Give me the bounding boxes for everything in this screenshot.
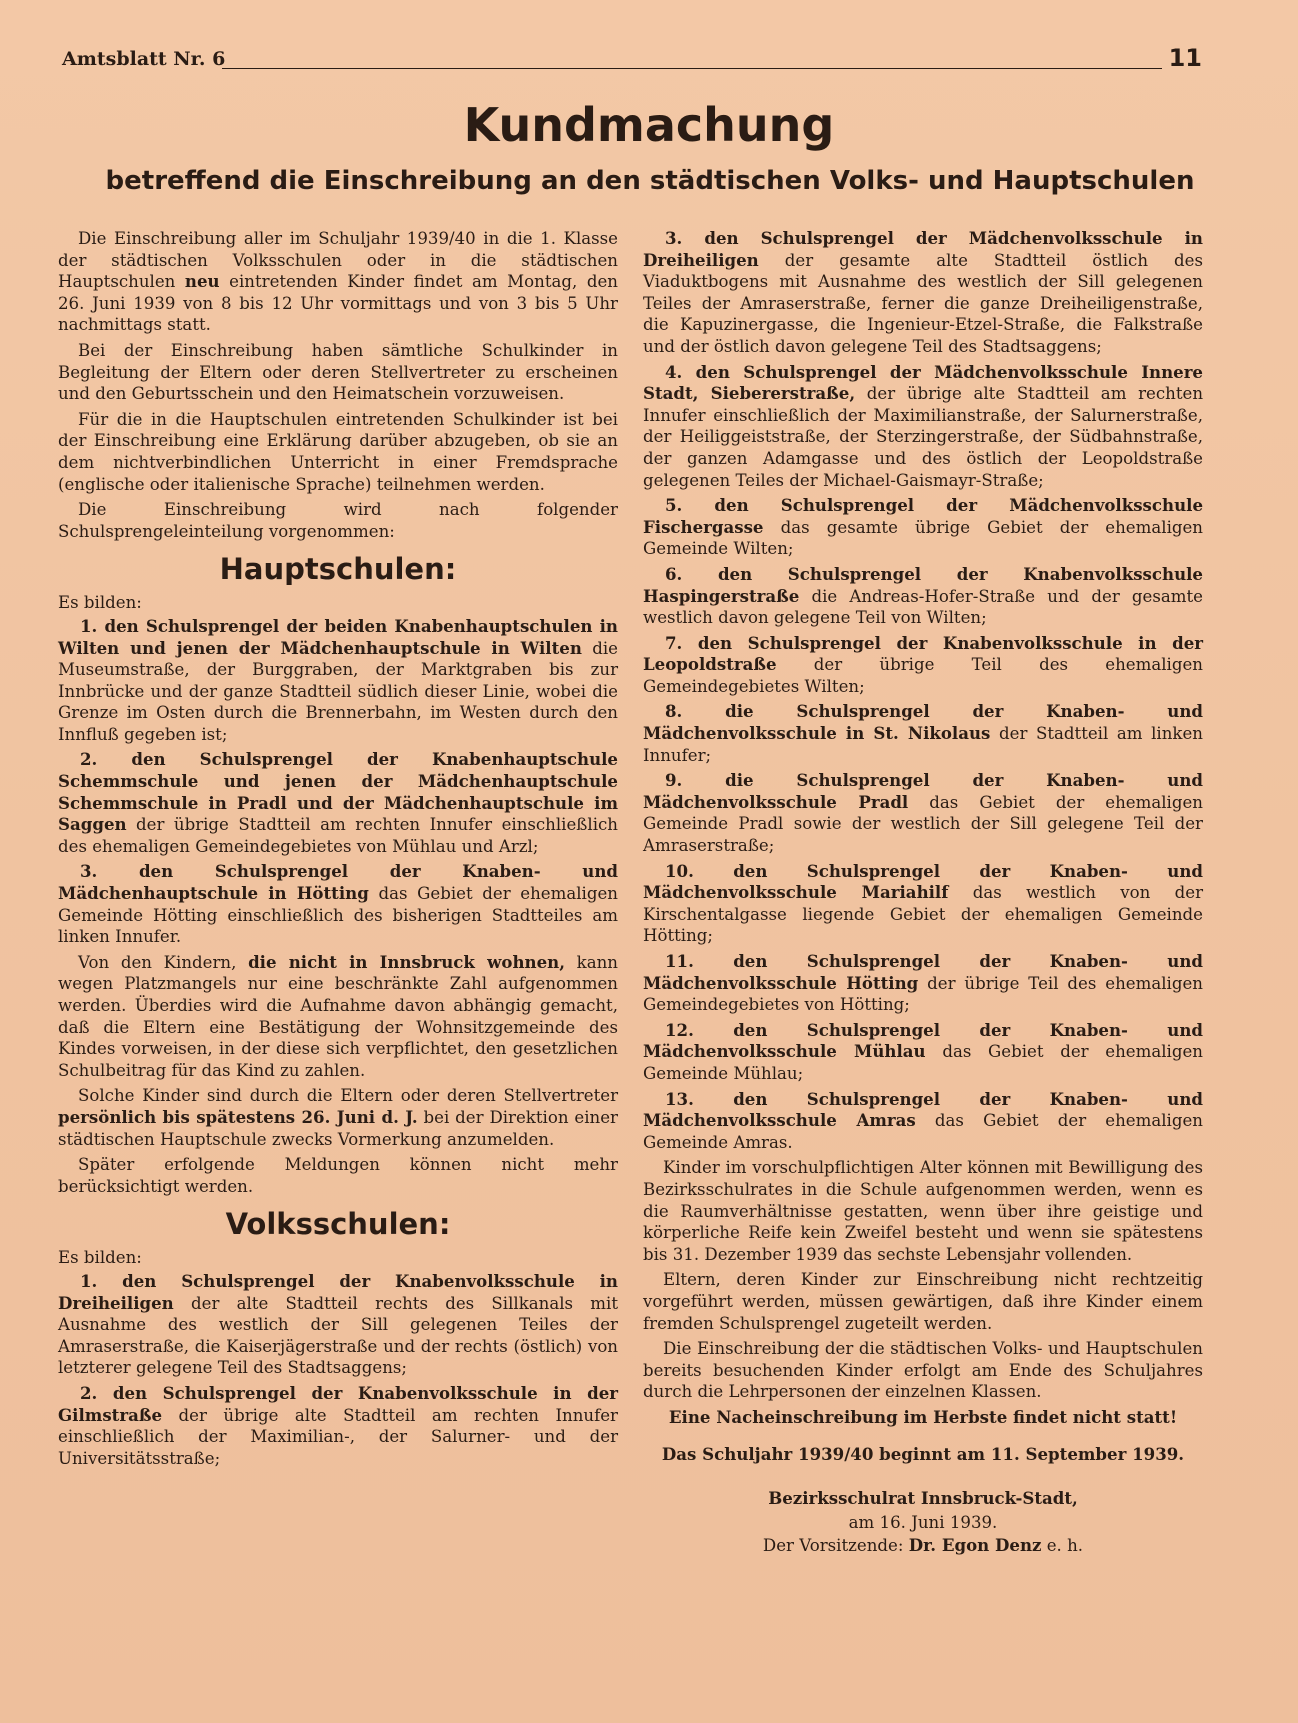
volksschule-item-2: 2. den Schulsprengel der Knabenvolksschule in der Gilmstraße der übrige alte Stadtteil am rechten Innufer einschließlich der Maximilian-, der Salurner- und der Universitätsstraße;: [58, 1382, 618, 1468]
left-column: [58, 228, 618, 1473]
volksschulen-heading: Volksschulen:: [225, 1207, 451, 1242]
note-existing-pupils: Die Einschreibung der die städtischen Volks- und Hauptschulen bereits besuchenden Kinder erfolgt am Ende des Schuljahres durch die Lehrpersonen der einzelnen Klassen.: [643, 1339, 1203, 1402]
page-subtitle: betreffend die Einschreibung an den städtischen Volks- und Hauptschulen: [105, 166, 1195, 196]
right-column: [643, 228, 1203, 1559]
volksschule-item-7: 7. den Schulsprengel der Knabenvolksschule in der Leopoldstraße der übrige Teil des ehemaligen Gemeindegebietes Wilten;: [643, 632, 1203, 696]
intro-paragraph-1: Die Einschreibung aller im Schuljahr 1939/40 in die 1. Klasse der städtischen Volksschulen oder in die städtischen Hauptschulen neu eintretenden Kinder findet am Montag, den 26. Juni 1939 von 8 bis 12 Uhr vormittags und von 3 bis 5 Uhr nachmittags statt.: [58, 229, 618, 335]
hauptschule-item-3: 3. den Schulsprengel der Knaben- und Mädchenhauptschule in Hötting das Gebiet der ehemaligen Gemeinde Hötting einschließlich des bisherigen Stadtteiles am linken Innufer.: [58, 861, 618, 947]
volksschule-item-11: 11. den Schulsprengel der Knaben- und Mädchenvolksschule Hötting der übrige Teil des ehemaligen Gemeindegebietes von Hötting;: [643, 951, 1203, 1015]
intro-paragraph-2: Bei der Einschreibung haben sämtliche Schulkinder in Begleitung der Eltern oder deren Stellvertreter zu erscheinen und den Geburtsschein und den Heimatschein vorzuweisen.: [58, 340, 618, 404]
volksschule-item-8: 8. die Schulsprengel der Knaben- und Mädchenvolksschule in St. Nikolaus der Stadtteil am linken Innufer;: [643, 701, 1203, 765]
hauptschulen-es-bilden: Es bilden:: [58, 593, 142, 613]
page-title: Kundmachung: [463, 98, 835, 152]
hauptschule-note-2: Solche Kinder sind durch die Eltern oder deren Stellvertreter persönlich bis spätestens 26. Juni d. J. bei der Direktion einer städtischen Hauptschule zwecks Vormerkung anzumelden.: [58, 1086, 618, 1149]
header-rule: [222, 68, 1162, 69]
volksschulen-es-bilden: Es bilden:: [58, 1248, 142, 1268]
page-number: 11: [1168, 44, 1202, 72]
volksschule-item-12: 12. den Schulsprengel der Knaben- und Mädchenvolksschule Mühlau das Gebiet der ehemaligen Gemeinde Mühlau;: [643, 1019, 1203, 1083]
hauptschulen-heading: Hauptschulen:: [219, 552, 457, 587]
signature-date: am 16. Juni 1939.: [848, 1512, 998, 1532]
intro-paragraph-4: Die Einschreibung wird nach folgender Schulsprengeleinteilung vorgenommen:: [58, 500, 618, 541]
intro-paragraph-3: Für die in die Hauptschulen eintretenden Schulkinder ist bei der Einschreibung eine Erklärung darüber abzugeben, ob sie an dem nichtverbindlichen Unterricht in einer Fremdsprache (englische oder italienische Sprache) teilnehmen werden.: [58, 409, 618, 494]
signature-org: Bezirksschulrat Innsbruck-Stadt,: [768, 1488, 1078, 1509]
note-late-enrollment: Eltern, deren Kinder zur Einschreibung nicht rechtzeitig vorgeführt werden, müssen gewärtigen, daß ihre Kinder einem fremden Schulsprengel zugeteilt werden.: [643, 1270, 1203, 1333]
volksschule-item-9: 9. die Schulsprengel der Knaben- und Mädchenvolksschule Pradl das Gebiet der ehemaligen Gemeinde Pradl sowie der westlich der Sill gelegene Teil der Amraserstraße;: [643, 770, 1203, 856]
hauptschule-note-1: Von den Kindern, die nicht in Innsbruck wohnen, kann wegen Platzmangels nur eine beschränkte Zahl aufgenommen werden. Überdies wird die Aufnahme davon abhängig gemacht, daß die Eltern eine Bestätigung der Wohnsitzgemeinde des Kindes vorweisen, in der diese sich verpflichtet, den gesetzlichen Schulbeitrag für das Kind zu zahlen.: [58, 951, 618, 1080]
hauptschule-item-2: 2. den Schulsprengel der Knabenhauptschule Schemmschule und jenen der Mädchenhauptschule Schemmschule in Pradl und der Mädchenhauptschule im Saggen der übrige Stadtteil am rechten Innufer einschließlich des ehemaligen Gemeindegebietes von Mühlau und Arzl;: [58, 749, 618, 856]
school-year-start: Das Schuljahr 1939/40 beginnt am 11. September 1939.: [661, 1444, 1185, 1465]
note-preschool: Kinder im vorschulpflichtigen Alter können mit Bewilligung des Bezirksschulrates in die Schule aufgenommen werden, wenn es die Raumverhältnisse gestatten, wenn über ihre geistige und körperliche Reife kein Zweifel besteht und wenn sie spätestens bis 31. Dezember 1939 das sechste Lebensjahr vollenden.: [643, 1158, 1203, 1264]
volksschule-item-5: 5. den Schulsprengel der Mädchenvolksschule Fischergasse das gesamte übrige Gebiet der ehemaligen Gemeinde Wilten;: [643, 495, 1203, 559]
signature-chair: Der Vorsitzende: Dr. Egon Denz e. h.: [762, 1535, 1084, 1556]
volksschule-item-6: 6. den Schulsprengel der Knabenvolksschule Haspingerstraße die Andreas-Hofer-Straße und der gesamte westlich davon gelegene Teil von Wilten;: [643, 563, 1203, 628]
volksschule-item-1: 1. den Schulsprengel der Knabenvolksschule in Dreiheiligen der alte Stadtteil rechts des Sillkanals mit Ausnahme des westlich der Sill gelegenen Teiles der Amraserstraße, die Kaiserjägerstraße und der rechts (östlich) von letzterer gelegene Teil des Stadtsaggens;: [58, 1270, 618, 1378]
volksschule-item-13: 13. den Schulsprengel der Knaben- und Mädchenvolksschule Amras das Gebiet der ehemaligen Gemeinde Amras.: [643, 1088, 1203, 1152]
hauptschule-note-3: Später erfolgende Meldungen können nicht mehr berücksichtigt werden.: [58, 1155, 618, 1196]
note-no-autumn-enrollment: Eine Nacheinschreibung im Herbste findet nicht statt!: [668, 1406, 1178, 1427]
gazette-label: Amtsblatt Nr. 6: [62, 48, 226, 70]
hauptschule-item-1: 1. den Schulsprengel der beiden Knabenhauptschulen in Wilten und jenen der Mädchenhauptschule in Wilten die Museumstraße, der Burggraben, der Marktgraben bis zur Innbrücke und der ganze Stadtteil südlich dieser Linie, wobei die Grenze im Osten durch die Brennerbahn, im Westen durch den Innfluß gegeben ist;: [58, 615, 618, 744]
volksschule-item-4: 4. den Schulsprengel der Mädchenvolksschule Innere Stadt, Siebererstraße, der übrige alte Stadtteil am rechten Innufer einschließlich der Maximilianstraße, der Salurnerstraße, der Heiliggeiststraße, der Sterzingerstraße, der Südbahnstraße, der ganzen Adamgasse und des östlich der Leopoldstraße gelegenen Teiles der Michael-Gaismayr-Straße;: [643, 361, 1204, 490]
signature-block: [643, 1488, 1203, 1557]
volksschule-item-3: 3. den Schulsprengel der Mädchenvolksschule in Dreiheiligen der gesamte alte Stadtteil östlich des Viaduktbogens mit Ausnahme des westlich der Sill gelegenen Teiles der Amraserstraße, ferner die ganze Dreiheiligenstraße, die Kapuzinergasse, die Ingenieur-Etzel-Straße, die Falkstraße und der östlich davon gelegene Teil des Stadtsaggens;: [643, 228, 1203, 356]
volksschule-item-10: 10. den Schulsprengel der Knaben- und Mädchenvolksschule Mariahilf das westlich von der Kirschentalgasse liegende Gebiet der ehemaligen Gemeinde Hötting;: [643, 860, 1203, 946]
header: [62, 44, 1202, 78]
